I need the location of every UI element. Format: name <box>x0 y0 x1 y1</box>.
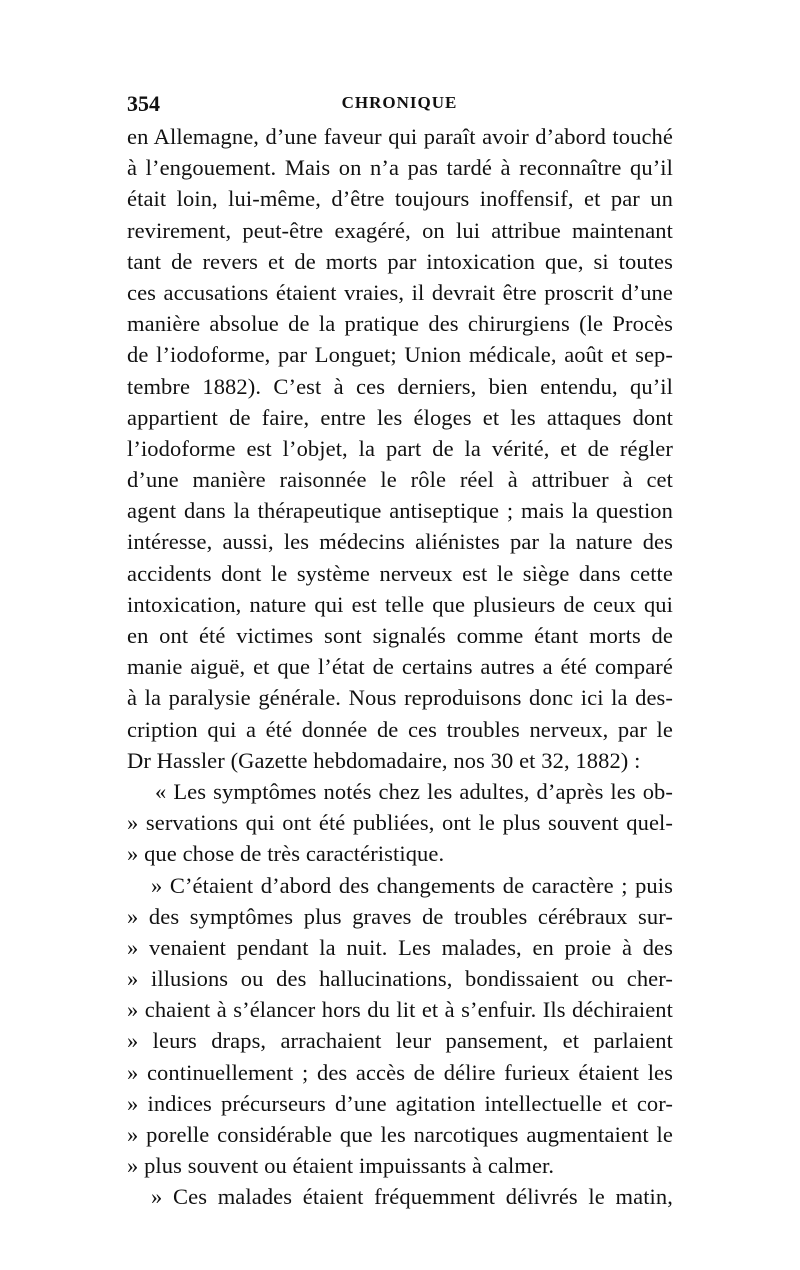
text-line: agent dans la thérapeutique antiseptique ; mais la question <box>127 498 673 524</box>
text-line: manie aiguë, et que l’état de certains autres a été comparé <box>127 654 673 680</box>
text-line: était loin, lui-même, d’être toujours inoffensif, et par un <box>127 186 673 212</box>
quote-line: « Les symptômes notés chez les adultes, d’après les ob- <box>155 778 673 804</box>
text-line: cription qui a été donnée de ces troubles nerveux, par le <box>127 716 673 742</box>
text-line: revirement, peut-être exagéré, on lui attribue maintenant <box>127 217 673 243</box>
quote-line: » illusions ou des hallucinations, bondissaient ou cher- <box>127 966 673 992</box>
text-line: intoxication, nature qui est telle que plusieurs de ceux qui <box>127 591 673 617</box>
running-head: CHRONIQUE <box>341 93 458 112</box>
quote-line: » venaient pendant la nuit. Les malades, en proie à des <box>127 934 673 960</box>
quote-line: » plus souvent ou étaient impuissants à calmer. <box>127 1153 555 1179</box>
quote-line: » porelle considérable que les narcotiques augmentaient le <box>127 1122 673 1147</box>
text-line: accidents dont le système nerveux est le siège dans cette <box>127 560 673 586</box>
text-line: manière absolue de la pratique des chirurgiens (le Procès <box>127 311 673 337</box>
page-header <box>127 91 672 119</box>
text-line: de l’iodoforme, par Longuet; Union médicale, août et sep- <box>127 342 673 368</box>
text-line: l’iodoforme est l’objet, la part de la vérité, et de régler <box>127 435 673 461</box>
quote-line: » C’étaient d’abord des changements de caractère ; puis <box>151 872 673 898</box>
page-number: 354 <box>127 91 160 116</box>
text-line: Dr Hassler (Gazette hebdomadaire, nos 30 et 32, 1882) : <box>127 747 641 773</box>
quote-line: » continuellement ; des accès de délire furieux étaient les <box>127 1059 673 1085</box>
quote-line: » des symptômes plus graves de troubles cérébraux sur- <box>127 903 673 929</box>
text-line: ces accusations étaient vraies, il devrait être proscrit d’une <box>127 279 673 305</box>
quote-line: » que chose de très caractéristique. <box>127 841 445 867</box>
quote-line: » Ces malades étaient fréquemment délivrés le matin, <box>151 1184 673 1210</box>
text-line: tembre 1882). C’est à ces derniers, bien entendu, qu’il <box>127 373 673 399</box>
text-line: en Allemagne, d’une faveur qui paraît avoir d’abord touché <box>127 124 673 149</box>
body-text <box>127 121 673 1213</box>
quote-line: » servations qui ont été publiées, ont le plus souvent quel- <box>127 810 673 836</box>
text-line: à la paralysie générale. Nous reproduisons donc ici la des- <box>127 685 673 711</box>
quote-line: » chaient à s’élancer hors du lit et à s’enfuir. Ils déchiraient <box>127 997 673 1023</box>
text-line: d’une manière raisonnée le rôle réel à attribuer à cet <box>127 467 673 493</box>
text-line: à l’engouement. Mais on n’a pas tardé à reconnaître qu’il <box>127 155 673 181</box>
text-line: en ont été victimes sont signalés comme étant morts de <box>127 623 673 648</box>
text-line: intéresse, aussi, les médecins aliénistes par la nature des <box>127 529 673 555</box>
text-line: appartient de faire, entre les éloges et les attaques dont <box>127 404 673 430</box>
quote-line: » indices précurseurs d’une agitation intellectuelle et cor- <box>127 1090 673 1116</box>
quote-line: » leurs draps, arrachaient leur pansement, et parlaient <box>127 1028 673 1054</box>
text-line: tant de revers et de morts par intoxication que, si toutes <box>127 248 673 274</box>
